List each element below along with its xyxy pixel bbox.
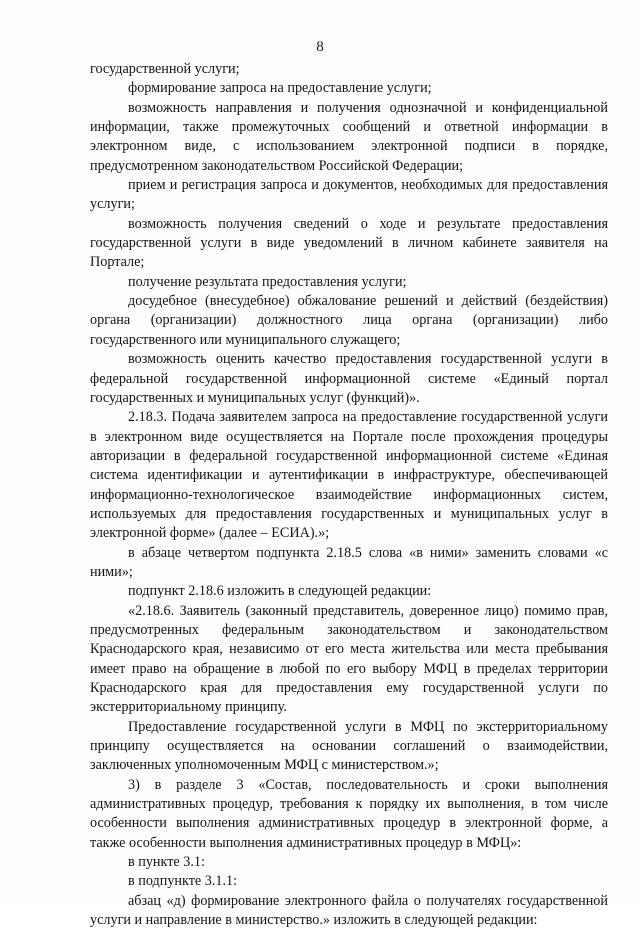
paragraph: в абзаце четвертом подпункта 2.18.5 слова «в ними» заменить словами «с ними»; bbox=[90, 544, 608, 580]
paragraph: возможность оценить качество предоставления государственной услуги в федеральной государственной информационной системе «Единый портал государственных и муниципальных услуг (функций)». bbox=[90, 351, 608, 406]
paragraph: Предоставление государственной услуги в МФЦ по экстерриториальному принципу осуществляется на основании соглашений о взаимодействии, заключенных уполномоченным МФЦ с министерством.»; bbox=[90, 718, 608, 774]
paragraph: получение результата предоставления услуги; bbox=[128, 273, 407, 290]
paragraph: государственной услуги; bbox=[90, 61, 240, 77]
paragraph: возможность направления и получения однозначной и конфиденциальной информации, также промежуточных сообщений и ответной информации в электронном виде, с использованием электронной подписи в порядке, предусмотренном законодательством Российской Федерации; bbox=[90, 99, 608, 174]
document-body bbox=[90, 60, 608, 930]
paragraph: 2.18.3. Подача заявителем запроса на предоставление государственной услуги в электронном виде осуществляется на Портале после прохождения процедуры авторизации в федеральной государственной информационной системе «Единая система идентификации и аутентификации в инфраструктуре, обеспечивающей информационно-технологическое взаимодействие информационных систем, используемых для предоставления государственных и муниципальных услуг в электронной форме» (далее – ЕСИА).»; bbox=[90, 409, 608, 542]
paragraph: 3) в разделе 3 «Состав, последовательность и сроки выполнения административных процедур, требования к порядку их выполнения, в том числе особенности выполнения административных процедур в электронной форме, а также особенности выполнения административных процедур в МФЦ»: bbox=[90, 776, 608, 851]
paragraph: прием и регистрация запроса и документов, необходимых для предоставления услуги; bbox=[90, 177, 608, 213]
paragraph: возможность получения сведений о ходе и результате предоставления государственной услуги в виде уведомлений в личном кабинете заявителя на Портале; bbox=[90, 215, 608, 271]
paragraph: в подпункте 3.1.1: bbox=[128, 873, 238, 890]
paragraph: в пункте 3.1: bbox=[128, 854, 205, 871]
paragraph: досудебное (внесудебное) обжалование решений и действий (бездействия) органа (организации) должностного лица органа (организации) либо государственного или муниципального служащего; bbox=[90, 293, 608, 348]
paragraph: подпункт 2.18.6 изложить в следующей редакции: bbox=[128, 583, 432, 600]
page-number: 8 bbox=[316, 39, 324, 55]
paragraph: «2.18.6. Заявитель (законный представитель, доверенное лицо) помимо прав, предусмотренных федеральным законодательством и законодательством Краснодарского края, независимо от его места жительства или места пребывания имеет право на обращение в любой по его выбору МФЦ в пределах территории Краснодарского края для предоставления ему государственной услуги по экстерриториальному принципу. bbox=[90, 602, 608, 716]
paragraph: абзац «д) формирование электронного файла о получателях государственной услуги и направление в министерство.» изложить в следующей редакции: bbox=[90, 892, 608, 929]
paragraph: формирование запроса на предоставление услуги; bbox=[128, 80, 432, 97]
